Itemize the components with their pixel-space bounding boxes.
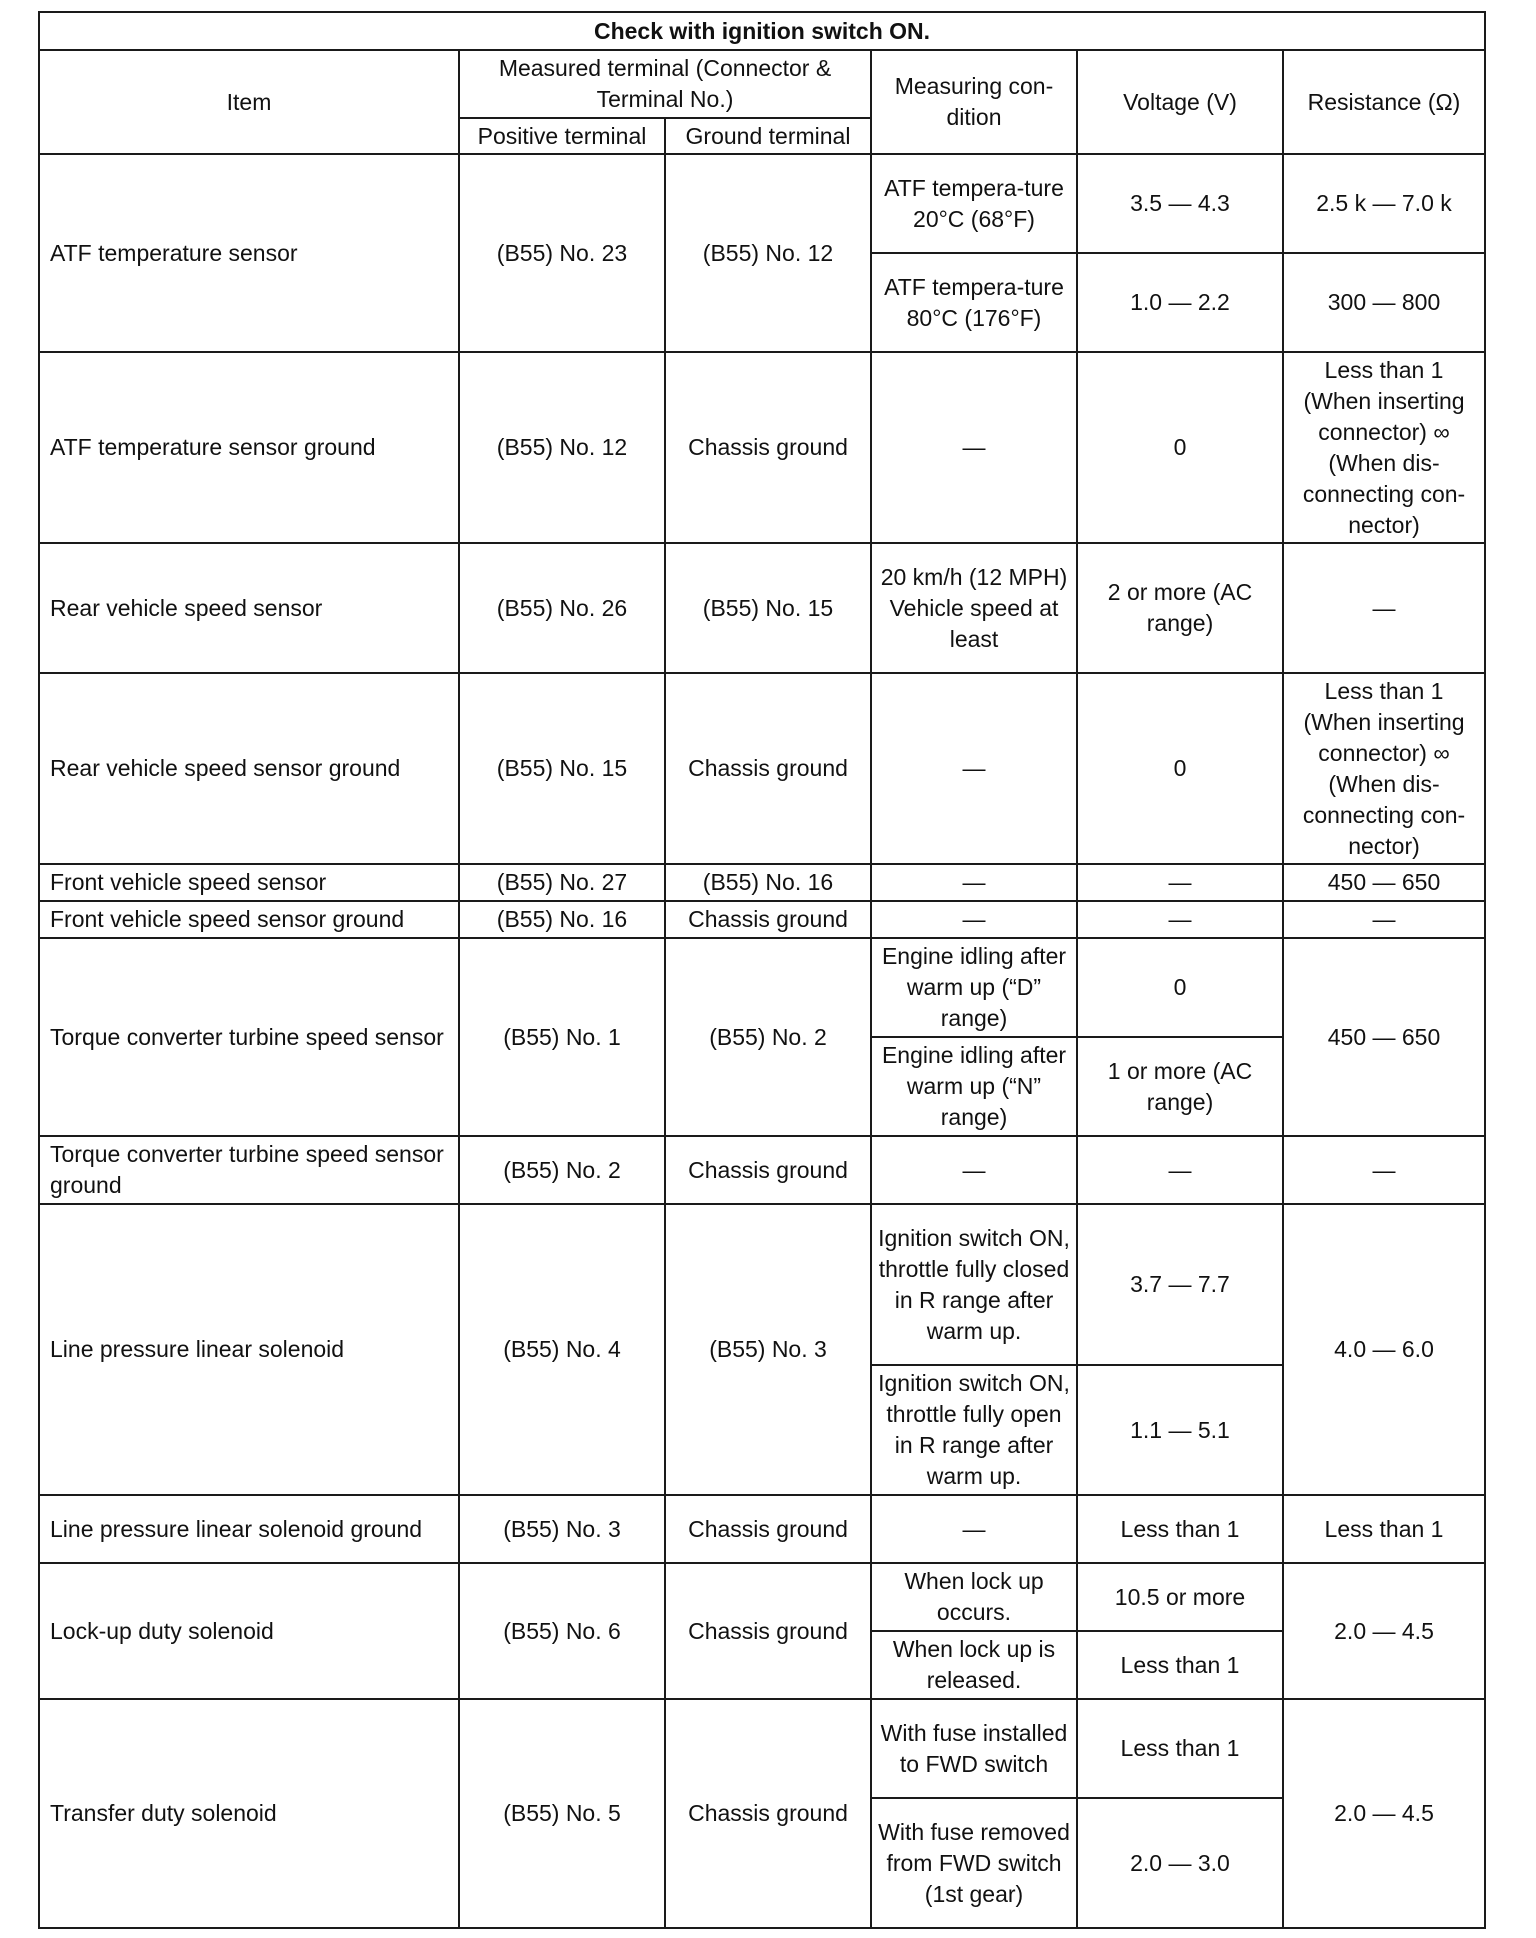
voltage-cell: — (1077, 901, 1283, 938)
resistance-cell: 4.0 — 6.0 (1283, 1204, 1485, 1495)
positive-terminal-cell: (B55) No. 26 (459, 543, 665, 673)
positive-terminal-cell: (B55) No. 5 (459, 1699, 665, 1928)
item-cell: ATF temperature sensor ground (39, 352, 459, 543)
positive-terminal-cell: (B55) No. 12 (459, 352, 665, 543)
item-cell: Rear vehicle speed sensor (39, 543, 459, 673)
table-row (39, 901, 1485, 938)
condition-cell: When lock up is released. (871, 1631, 1077, 1699)
resistance-cell: — (1283, 901, 1485, 938)
item-cell: Front vehicle speed sensor ground (39, 901, 459, 938)
resistance-cell: Less than 1 (1283, 1495, 1485, 1563)
title-row (39, 12, 1485, 50)
resistance-cell: — (1283, 543, 1485, 673)
condition-cell: ATF tempera-ture 80°C (176°F) (871, 253, 1077, 352)
resistance-cell: 450 — 650 (1283, 864, 1485, 901)
resistance-cell: 2.0 — 4.5 (1283, 1563, 1485, 1699)
resistance-cell: 2.0 — 4.5 (1283, 1699, 1485, 1928)
table-row (39, 1563, 1485, 1631)
item-cell: Line pressure linear solenoid ground (39, 1495, 459, 1563)
table-row (39, 1699, 1485, 1798)
voltage-cell: Less than 1 (1077, 1495, 1283, 1563)
voltage-cell: 1 or more (AC range) (1077, 1037, 1283, 1136)
ground-terminal-cell: (B55) No. 2 (665, 938, 871, 1136)
ground-terminal-cell: Chassis ground (665, 1495, 871, 1563)
table-row (39, 864, 1485, 901)
table-row (39, 1136, 1485, 1204)
resistance-cell: Less than 1 (When inserting connector) ∞ (When dis-connecting con-nector) (1283, 673, 1485, 864)
table-title: Check with ignition switch ON. (39, 12, 1485, 50)
resistance-cell: 2.5 k — 7.0 k (1283, 154, 1485, 253)
item-cell: Rear vehicle speed sensor ground (39, 673, 459, 864)
header-positive-terminal: Positive terminal (459, 118, 665, 154)
table-row (39, 1495, 1485, 1563)
voltage-cell: 2.0 — 3.0 (1077, 1798, 1283, 1928)
voltage-cell: 3.5 — 4.3 (1077, 154, 1283, 253)
header-voltage: Voltage (V) (1077, 50, 1283, 154)
condition-cell: Engine idling after warm up (“N” range) (871, 1037, 1077, 1136)
voltage-cell: 0 (1077, 938, 1283, 1037)
ground-terminal-cell: Chassis ground (665, 673, 871, 864)
ignition-check-table (38, 11, 1486, 1929)
resistance-cell: Less than 1 (When inserting connector) ∞ (When dis-connecting con-nector) (1283, 352, 1485, 543)
item-cell: Front vehicle speed sensor (39, 864, 459, 901)
positive-terminal-cell: (B55) No. 3 (459, 1495, 665, 1563)
condition-cell: When lock up occurs. (871, 1563, 1077, 1631)
condition-cell: — (871, 1136, 1077, 1204)
positive-terminal-cell: (B55) No. 23 (459, 154, 665, 352)
table-row (39, 673, 1485, 864)
ground-terminal-cell: Chassis ground (665, 1136, 871, 1204)
table-row (39, 154, 1485, 253)
header-resistance: Resistance (Ω) (1283, 50, 1485, 154)
ground-terminal-cell: Chassis ground (665, 1699, 871, 1928)
positive-terminal-cell: (B55) No. 16 (459, 901, 665, 938)
resistance-cell: 300 — 800 (1283, 253, 1485, 352)
item-cell: Lock-up duty solenoid (39, 1563, 459, 1699)
item-cell: ATF temperature sensor (39, 154, 459, 352)
header-measured-terminal: Measured terminal (Connector & Terminal No.) (459, 50, 871, 118)
table-row (39, 543, 1485, 673)
voltage-cell: 1.1 — 5.1 (1077, 1365, 1283, 1495)
header-measuring-condition: Measuring con-dition (871, 50, 1077, 154)
condition-cell: Ignition switch ON, throttle fully open in R range after warm up. (871, 1365, 1077, 1495)
table-row (39, 1204, 1485, 1365)
positive-terminal-cell: (B55) No. 2 (459, 1136, 665, 1204)
spec-table-container (38, 11, 1484, 1929)
resistance-cell: 450 — 650 (1283, 938, 1485, 1136)
table-row (39, 938, 1485, 1037)
condition-cell: With fuse removed from FWD switch (1st gear) (871, 1798, 1077, 1928)
ground-terminal-cell: (B55) No. 16 (665, 864, 871, 901)
voltage-cell: 10.5 or more (1077, 1563, 1283, 1631)
voltage-cell: Less than 1 (1077, 1699, 1283, 1798)
item-cell: Torque converter turbine speed sensor (39, 938, 459, 1136)
voltage-cell: 1.0 — 2.2 (1077, 253, 1283, 352)
ground-terminal-cell: (B55) No. 3 (665, 1204, 871, 1495)
ground-terminal-cell: (B55) No. 15 (665, 543, 871, 673)
positive-terminal-cell: (B55) No. 27 (459, 864, 665, 901)
condition-cell: Engine idling after warm up (“D” range) (871, 938, 1077, 1037)
condition-cell: — (871, 864, 1077, 901)
ground-terminal-cell: (B55) No. 12 (665, 154, 871, 352)
voltage-cell: 0 (1077, 352, 1283, 543)
ground-terminal-cell: Chassis ground (665, 901, 871, 938)
positive-terminal-cell: (B55) No. 1 (459, 938, 665, 1136)
positive-terminal-cell: (B55) No. 15 (459, 673, 665, 864)
voltage-cell: 3.7 — 7.7 (1077, 1204, 1283, 1365)
header-ground-terminal: Ground terminal (665, 118, 871, 154)
ground-terminal-cell: Chassis ground (665, 1563, 871, 1699)
condition-cell: Ignition switch ON, throttle fully closed in R range after warm up. (871, 1204, 1077, 1365)
item-cell: Transfer duty solenoid (39, 1699, 459, 1928)
voltage-cell: — (1077, 1136, 1283, 1204)
voltage-cell: 2 or more (AC range) (1077, 543, 1283, 673)
condition-cell: 20 km/h (12 MPH) Vehicle speed at least (871, 543, 1077, 673)
condition-cell: — (871, 1495, 1077, 1563)
table-row (39, 352, 1485, 543)
condition-cell: — (871, 901, 1077, 938)
condition-cell: — (871, 352, 1077, 543)
positive-terminal-cell: (B55) No. 4 (459, 1204, 665, 1495)
positive-terminal-cell: (B55) No. 6 (459, 1563, 665, 1699)
item-cell: Line pressure linear solenoid (39, 1204, 459, 1495)
condition-cell: ATF tempera-ture 20°C (68°F) (871, 154, 1077, 253)
resistance-cell: — (1283, 1136, 1485, 1204)
header-row-1 (39, 50, 1485, 118)
voltage-cell: — (1077, 864, 1283, 901)
voltage-cell: 0 (1077, 673, 1283, 864)
header-item: Item (39, 50, 459, 154)
ground-terminal-cell: Chassis ground (665, 352, 871, 543)
voltage-cell: Less than 1 (1077, 1631, 1283, 1699)
condition-cell: With fuse installed to FWD switch (871, 1699, 1077, 1798)
item-cell: Torque converter turbine speed sensor ground (39, 1136, 459, 1204)
condition-cell: — (871, 673, 1077, 864)
